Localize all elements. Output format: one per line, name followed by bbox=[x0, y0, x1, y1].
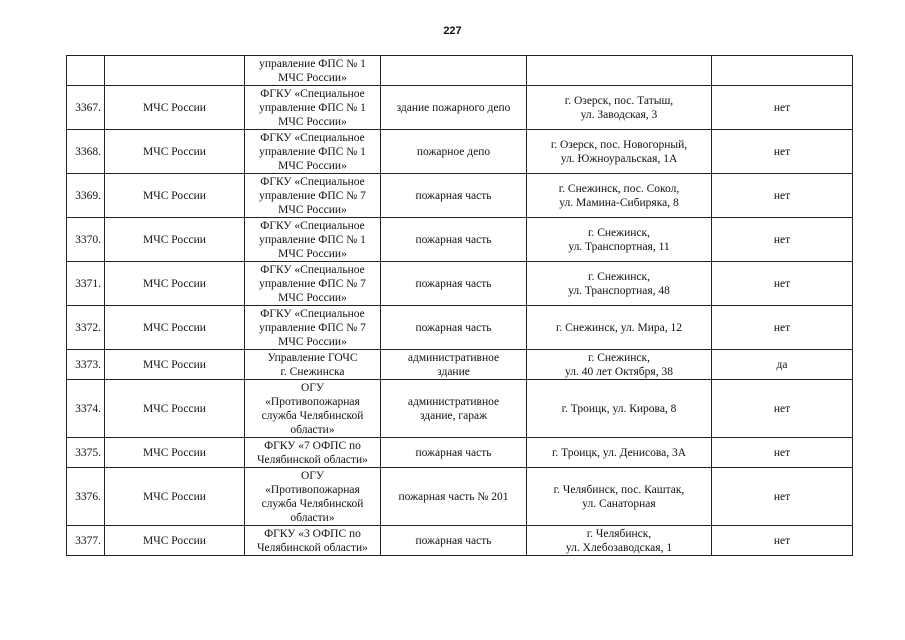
organization-cell: ФГКУ «Специальное управление ФПС № 7 МЧС России» bbox=[245, 306, 381, 350]
row-number: 3367. bbox=[67, 86, 105, 130]
object-cell: пожарная часть bbox=[381, 262, 527, 306]
address-cell: г. Снежинск, ул. 40 лет Октября, 38 bbox=[527, 350, 712, 380]
organization-cell: Управление ГОЧС г. Снежинска bbox=[245, 350, 381, 380]
row-number: 3376. bbox=[67, 468, 105, 526]
agency-cell: МЧС России bbox=[105, 380, 245, 438]
object-cell: здание пожарного депо bbox=[381, 86, 527, 130]
row-number: 3369. bbox=[67, 174, 105, 218]
address-cell: г. Снежинск, ул. Транспортная, 11 bbox=[527, 218, 712, 262]
address-cell: г. Озерск, пос. Новогорный, ул. Южноуральская, 1А bbox=[527, 130, 712, 174]
agency-cell: МЧС России bbox=[105, 526, 245, 556]
flag-cell: нет bbox=[712, 218, 853, 262]
table-row bbox=[67, 56, 853, 86]
flag-cell: нет bbox=[712, 130, 853, 174]
row-number: 3377. bbox=[67, 526, 105, 556]
row-number: 3374. bbox=[67, 380, 105, 438]
object-cell bbox=[381, 56, 527, 86]
row-number: 3371. bbox=[67, 262, 105, 306]
object-cell: административное здание, гараж bbox=[381, 380, 527, 438]
object-cell: пожарная часть bbox=[381, 438, 527, 468]
agency-cell: МЧС России bbox=[105, 262, 245, 306]
flag-cell: нет bbox=[712, 86, 853, 130]
object-cell: административное здание bbox=[381, 350, 527, 380]
agency-cell: МЧС России bbox=[105, 468, 245, 526]
flag-cell: нет bbox=[712, 306, 853, 350]
flag-cell: нет bbox=[712, 380, 853, 438]
row-number: 3368. bbox=[67, 130, 105, 174]
object-cell: пожарная часть bbox=[381, 526, 527, 556]
address-cell: г. Снежинск, ул. Транспортная, 48 bbox=[527, 262, 712, 306]
object-cell: пожарная часть bbox=[381, 218, 527, 262]
table-row bbox=[67, 438, 853, 468]
table-row bbox=[67, 350, 853, 380]
table-row bbox=[67, 86, 853, 130]
object-cell: пожарное депо bbox=[381, 130, 527, 174]
table-row bbox=[67, 526, 853, 556]
row-number: 3375. bbox=[67, 438, 105, 468]
table-row bbox=[67, 262, 853, 306]
address-cell: г. Челябинск, ул. Хлебозаводская, 1 bbox=[527, 526, 712, 556]
organization-cell: ОГУ «Противопожарная служба Челябинской области» bbox=[245, 380, 381, 438]
row-number bbox=[67, 56, 105, 86]
agency-cell: МЧС России bbox=[105, 174, 245, 218]
agency-cell: МЧС России bbox=[105, 350, 245, 380]
flag-cell: нет bbox=[712, 438, 853, 468]
organization-cell: ФГКУ «7 ОФПС по Челябинской области» bbox=[245, 438, 381, 468]
address-cell: г. Троицк, ул. Кирова, 8 bbox=[527, 380, 712, 438]
organization-cell: ОГУ «Противопожарная служба Челябинской области» bbox=[245, 468, 381, 526]
address-cell: г. Снежинск, пос. Сокол, ул. Мамина-Сибиряка, 8 bbox=[527, 174, 712, 218]
row-number: 3373. bbox=[67, 350, 105, 380]
organization-cell: ФГКУ «3 ОФПС по Челябинской области» bbox=[245, 526, 381, 556]
flag-cell: нет bbox=[712, 526, 853, 556]
organization-cell: ФГКУ «Специальное управление ФПС № 1 МЧС России» bbox=[245, 86, 381, 130]
table-row bbox=[67, 130, 853, 174]
page-number: 227 bbox=[443, 25, 462, 37]
address-cell: г. Троицк, ул. Денисова, 3А bbox=[527, 438, 712, 468]
object-cell: пожарная часть bbox=[381, 306, 527, 350]
address-cell: г. Озерск, пос. Татыш, ул. Заводская, 3 bbox=[527, 86, 712, 130]
agency-cell bbox=[105, 56, 245, 86]
registry-table bbox=[66, 55, 853, 556]
organization-cell: ФГКУ «Специальное управление ФПС № 7 МЧС России» bbox=[245, 262, 381, 306]
organization-cell: ФГКУ «Специальное управление ФПС № 7 МЧС России» bbox=[245, 174, 381, 218]
organization-cell: ФГКУ «Специальное управление ФПС № 1 МЧС России» bbox=[245, 130, 381, 174]
agency-cell: МЧС России bbox=[105, 86, 245, 130]
address-cell: г. Челябинск, пос. Каштак, ул. Санаторная bbox=[527, 468, 712, 526]
agency-cell: МЧС России bbox=[105, 130, 245, 174]
table-row bbox=[67, 380, 853, 438]
table-row bbox=[67, 174, 853, 218]
organization-cell: ФГКУ «Специальное управление ФПС № 1 МЧС России» bbox=[245, 218, 381, 262]
table-row bbox=[67, 306, 853, 350]
flag-cell: да bbox=[712, 350, 853, 380]
flag-cell: нет bbox=[712, 468, 853, 526]
table-row bbox=[67, 218, 853, 262]
object-cell: пожарная часть bbox=[381, 174, 527, 218]
row-number: 3372. bbox=[67, 306, 105, 350]
agency-cell: МЧС России bbox=[105, 218, 245, 262]
object-cell: пожарная часть № 201 bbox=[381, 468, 527, 526]
organization-cell: управление ФПС № 1 МЧС России» bbox=[245, 56, 381, 86]
address-cell bbox=[527, 56, 712, 86]
flag-cell: нет bbox=[712, 262, 853, 306]
row-number: 3370. bbox=[67, 218, 105, 262]
flag-cell: нет bbox=[712, 174, 853, 218]
agency-cell: МЧС России bbox=[105, 306, 245, 350]
table-row bbox=[67, 468, 853, 526]
agency-cell: МЧС России bbox=[105, 438, 245, 468]
address-cell: г. Снежинск, ул. Мира, 12 bbox=[527, 306, 712, 350]
flag-cell bbox=[712, 56, 853, 86]
